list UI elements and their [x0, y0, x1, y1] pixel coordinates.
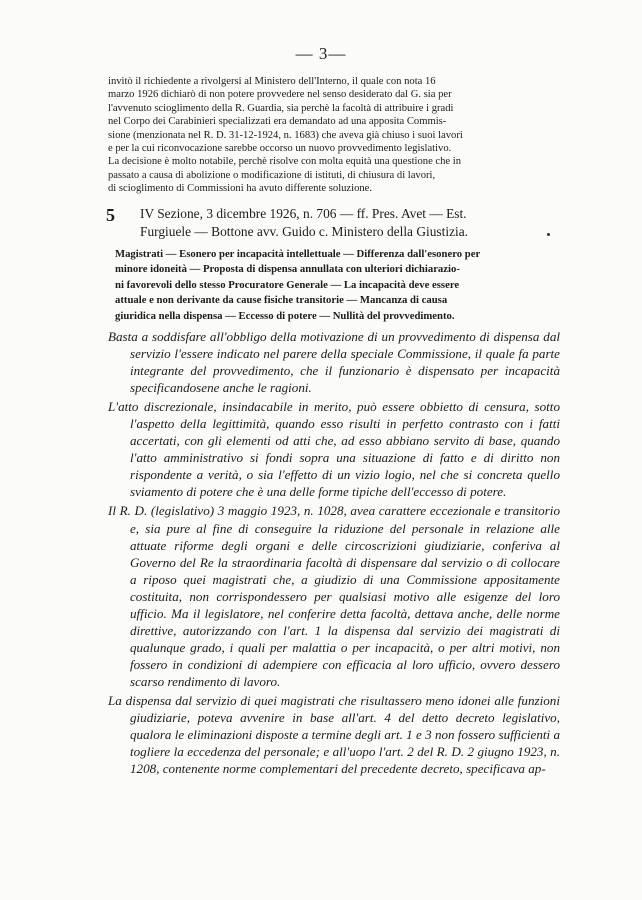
body-text	[108, 328, 560, 779]
intro-line: invitò il richiedente a rivolgersi al Ministero dell'Interno, il quale con nota 16	[108, 76, 436, 87]
body-paragraph: L'atto discrezionale, insindacabile in merito, può essere obbietto di censura, sotto l'aspetto della legittimità, quando esso risulti in perfetto contrasto con i fatti accertati, con gli elementi od atti che, ad esso abbiano servito di base, quando l'atto amministrativo si fondi sopra una situazione di fatto e di diritto non rispondente a verità, o sia l'effetto di un vizio logio, nel che si concreta quello sviamento di potere che è una delle forme tipiche dell'eccesso di potere.	[108, 399, 560, 500]
intro-line: e per la cui riconvocazione sarebbe occorso un nuovo provvedimento legislativo.	[108, 143, 452, 155]
case-number: 5	[106, 205, 115, 225]
body-paragraph: Il R. D. (legislativo) 3 maggio 1923, n. 1028, avea carattere eccezionale e transitorio e, sia pure al fine di conseguire la riduzione del personale in relazione alle attuate riforme degli organi e delle circoscrizioni giudiziarie, conferiva al Governo del Re la straordinaria facoltà di dispensare dal servizio o di collocare a riposo quei magistrati che, a giudizio di una Commissione appositamente costituita, non corrispondessero per qualsiasi motivo alle esigenze del loro ufficio. Ma il legislatore, nel conferire detta facoltà, dettava anche, delle norme direttive, autorizzando con l'art. 1 la dispensa dal servizio dei magistrati di qualunque grado, i quali per malattia o per incapacità, o per altri motivi, non fossero in condizioni di adempiere con efficacia al loro ufficio, ovvero dessero scarso rendimento di lavoro.	[108, 503, 560, 689]
intro-line: marzo 1926 dichiarò di non potere provvedere nel senso desiderato dal G. sia per	[108, 89, 452, 101]
case-heading-line1: IV Sezione, 3 dicembre 1926, n. 706 — ff. Pres. Avet — Est.	[140, 206, 467, 221]
intro-line: sione (menzionata nel R. D. 31-12-1924, n. 1683) che aveva già chiuso i suoi lavori	[108, 129, 463, 141]
intro-text	[108, 75, 556, 196]
case-heading	[140, 205, 556, 240]
margin-dot	[547, 233, 550, 236]
massima-line: giuridica nella dispensa — Eccesso di potere — Nullità del provvedimento.	[115, 309, 455, 322]
page-number: — 3—	[295, 44, 347, 63]
body-paragraph: La dispensa dal servizio di quei magistrati che risultassero meno idonei alle funzioni giudiziarie, poteva avvenire in base all'art. 4 del detto decreto legislativo, qualora le eliminazioni disposte a termine degli art. 1 e 3 non fossero sufficienti a togliere la eccedenza del personale; e all'uopo l'art. 2 del R. D. 2 giugno 1923, n. 1208, contenente norme complementari del precedente decreto, specificava ap-	[108, 692, 560, 777]
case-heading-line2: Furgiuele — Bottone avv. Guido c. Ministero della Giustizia.	[140, 223, 469, 239]
massima-line: Magistrati — Esonero per incapacità intellettuale — Differenza dall'esonero per	[115, 248, 481, 260]
massima	[115, 247, 556, 324]
massima-line: ni favorevoli dello stesso Procuratore Generale — La incapacità deve essere	[115, 278, 460, 291]
intro-line: l'avvenuto scioglimento della R. Guardia, sia perchè la facoltà di attribuire i gradi	[108, 102, 454, 114]
body-paragraph: Basta a soddisfare all'obbligo della motivazione di un provvedimento di dispensa dal servizio l'essere indicato nel parere della speciale Commissione, il quale fa parte integrante del provvedimento, che il funzionario è dispensato per incapacità specificandosene anche le ragioni.	[108, 329, 560, 396]
massima-line: attuale e non derivante da cause fisiche transitorie — Mancanza di causa	[115, 294, 448, 307]
intro-line: La decisione è molto notabile, perchè risolve con molta equità una questione che in	[108, 156, 462, 168]
intro-line: passato a causa di abolizione o modificazione di istituti, di chiusura di lavori,	[108, 169, 436, 181]
intro-line: di scioglimento di Commissioni ha avuto differente soluzione.	[108, 183, 373, 195]
intro-line: nel Corpo dei Carabinieri specializzati era demandato ad una apposita Commis-	[108, 116, 447, 128]
massima-line: minore idoneità — Proposta di dispensa annullata con ulteriori dichiarazio-	[115, 263, 460, 276]
